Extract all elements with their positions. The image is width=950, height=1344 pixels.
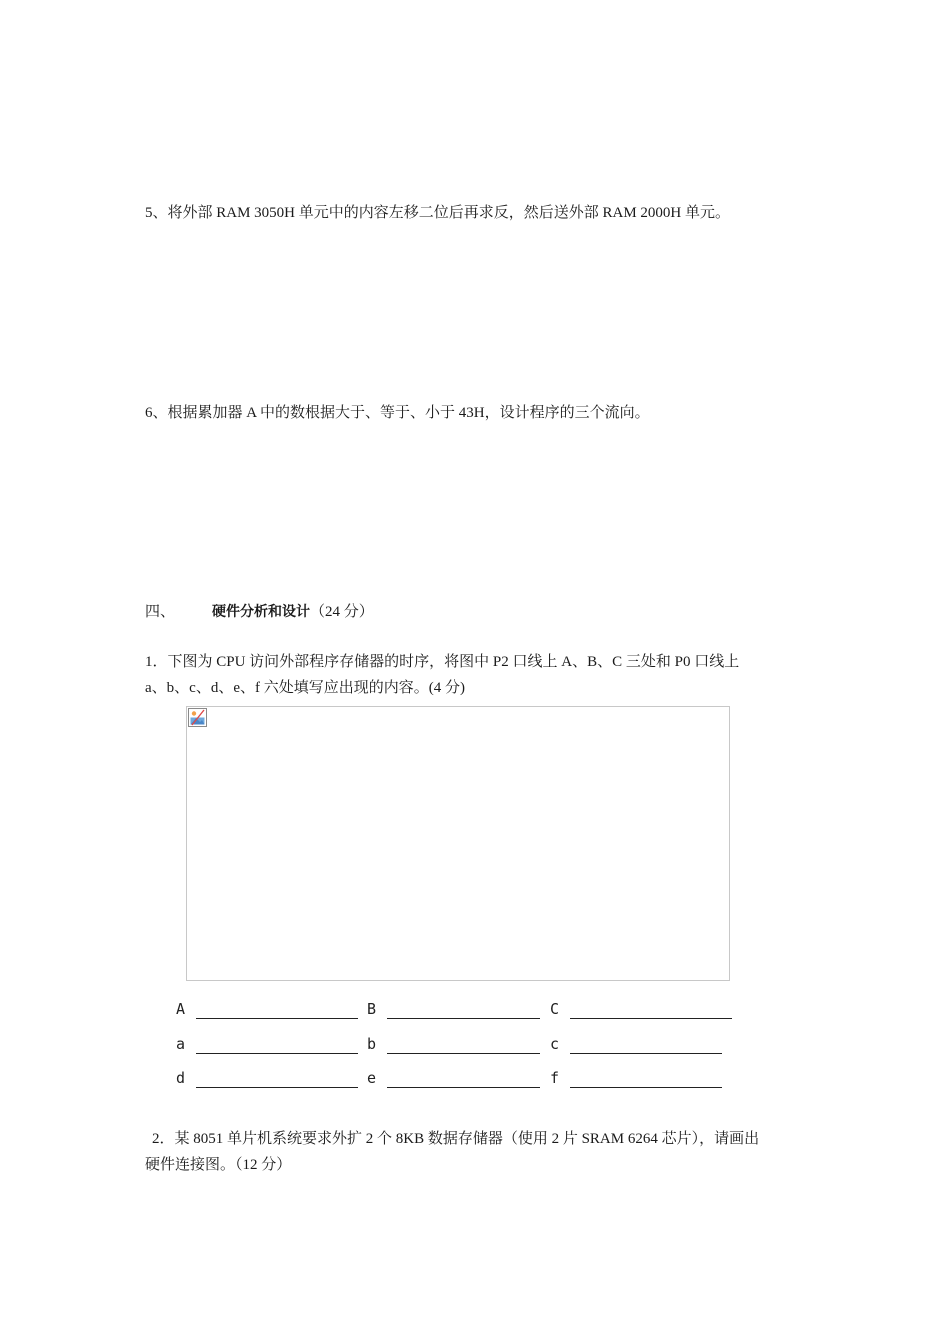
hw-question-1-line-2: a、b、c、d、e、f 六处填写应出现的内容。(4 分) <box>145 680 465 696</box>
answer-blank-c[interactable] <box>570 1053 722 1054</box>
answer-blank-f[interactable] <box>570 1087 722 1088</box>
blank-label: f <box>550 1069 560 1087</box>
question-6: 6、根据累加器 A 中的数根据大于、等于、小于 43H，设计程序的三个流向。 <box>145 405 650 421</box>
question-5: 5、将外部 RAM 3050H 单元中的内容左移二位后再求反，然后送外部 RAM 2000H 单元。 <box>145 205 731 221</box>
answer-blank-b[interactable] <box>387 1053 540 1054</box>
blank-row-abc <box>176 1000 756 1024</box>
blank-label: C <box>550 1000 560 1018</box>
broken-image-icon <box>188 708 207 727</box>
answer-blank-C[interactable] <box>570 1018 732 1019</box>
section-title <box>212 600 374 621</box>
hw-question-2-line-2: 硬件连接图。（12 分） <box>145 1157 292 1173</box>
answer-blank-B[interactable] <box>387 1018 540 1019</box>
timing-diagram-figure <box>186 706 730 981</box>
section-number: 四、 <box>145 604 176 620</box>
blank-label: B <box>367 1000 377 1018</box>
blank-label: e <box>367 1069 377 1087</box>
answer-blank-a[interactable] <box>196 1053 358 1054</box>
blank-label: A <box>176 1000 186 1018</box>
blank-label: d <box>176 1069 186 1087</box>
answer-blank-e[interactable] <box>387 1087 540 1088</box>
blank-row-def <box>176 1069 756 1093</box>
blank-row-abc-lower <box>176 1035 756 1059</box>
hw-question-2-line-1: 2．某 8051 单片机系统要求外扩 2 个 8KB 数据存储器（使用 2 片 SRAM 6264 芯片），请画出 <box>152 1131 760 1147</box>
section-score: （24 分） <box>310 604 374 620</box>
section-title-text: 硬件分析和设计 <box>212 604 310 620</box>
blank-label: b <box>367 1035 377 1053</box>
blank-label: a <box>176 1035 186 1053</box>
answer-blank-d[interactable] <box>196 1087 358 1088</box>
answer-blank-A[interactable] <box>196 1018 358 1019</box>
blank-label: c <box>550 1035 560 1053</box>
hw-question-1-line-1: 1．下图为 CPU 访问外部程序存储器的时序，将图中 P2 口线上 A、B、C 三处和 P0 口线上 <box>145 654 740 670</box>
